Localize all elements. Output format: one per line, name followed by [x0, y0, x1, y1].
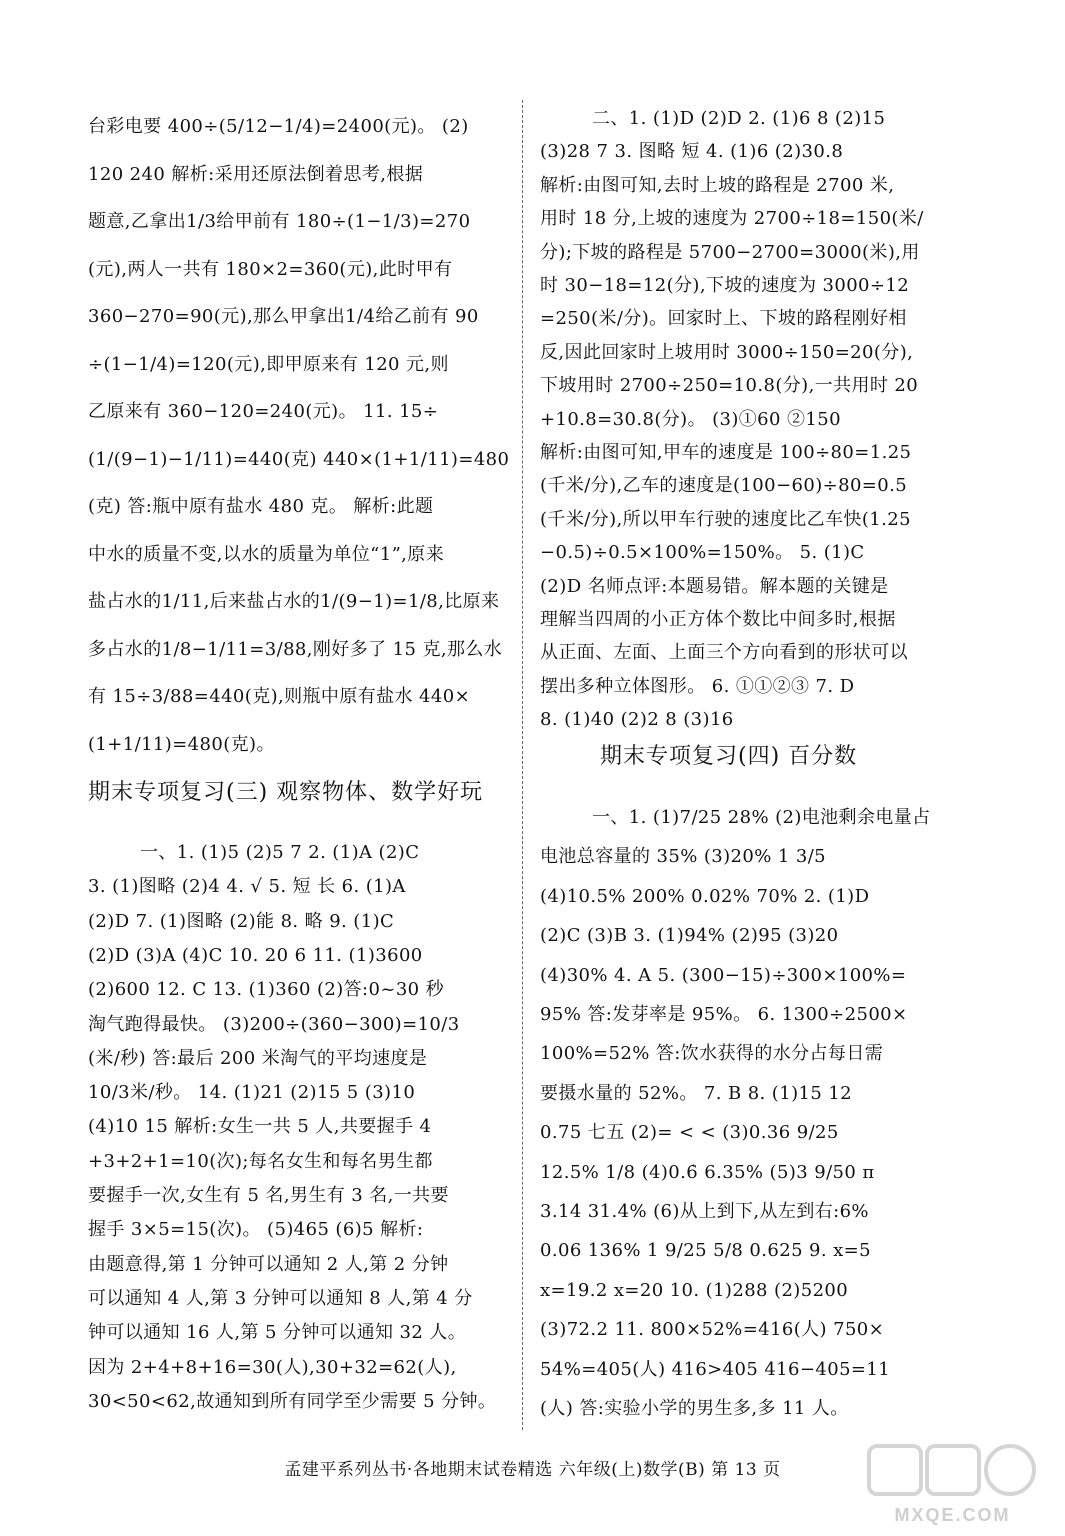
- text-line: (2)C (3)B 3. (1)94% (2)95 (3)20: [540, 925, 839, 947]
- text-line: 100%=52% 答:饮水获得的水分占每日需: [540, 1043, 884, 1065]
- text-line: 解析:由图可知,甲车的速度是 100÷80=1.25: [540, 442, 912, 463]
- text-line: 360−270=90(元),那么甲拿出1/4给乙前有 90: [88, 306, 479, 327]
- text-line: (2)D 7. (1)图略 (2)能 8. 略 9. (1)C: [88, 910, 395, 932]
- text-line: 中水的质量不变,以水的质量为单位“1”,原来: [88, 543, 445, 565]
- text-line: 要握手一次,女生有 5 名,男生有 3 名,一共要: [88, 1185, 449, 1206]
- text-line: 120 240 解析:采用还原法倒着思考,根据: [88, 163, 424, 185]
- text-line: 题意,乙拿出1/3给甲前有 180÷(1−1/3)=270: [88, 211, 471, 232]
- text-line: (元),两人一共有 180×2=360(元),此时甲有: [88, 258, 453, 280]
- section-heading-3: 期末专项复习(三) 观察物体、数学好玩: [88, 780, 484, 805]
- text-line: 要摄水量的 52%。 7. B 8. (1)15 12: [540, 1082, 853, 1104]
- text-line: +10.8=30.8(分)。 (3)①60 ②150: [540, 408, 841, 430]
- text-line: 3.14 31.4% (6)从上到下,从左到右:6%: [540, 1201, 869, 1222]
- text-line: (2)600 12. C 13. (1)360 (2)答:0~30 秒: [88, 979, 445, 1001]
- text-line: (3)72.2 11. 800×52%=416(人) 750×: [540, 1319, 885, 1341]
- text-line: 10/3米/秒。 14. (1)21 (2)15 5 (3)10: [88, 1082, 416, 1104]
- page-footer: 孟建平系列丛书·各地期末试卷精选 六年级(上)数学(B) 第 13 页: [284, 1460, 781, 1480]
- text-line: (千米/分),所以甲车行驶的速度比乙车快(1.25: [540, 508, 911, 530]
- text-line: (人) 答:实验小学的男生多,多 11 人。: [540, 1398, 849, 1419]
- text-line: 可以通知 4 人,第 3 分钟可以通知 8 人,第 4 分: [88, 1287, 473, 1309]
- text-line: (4)10 15 解析:女生一共 5 人,共要握手 4: [88, 1116, 432, 1138]
- text-line: 12.5% 1/8 (4)0.6̇ 6.35% (5)3 9/50 π: [540, 1161, 875, 1183]
- text-line: 盐占水的1/11,后来盐占水的1/(9−1)=1/8,比原来: [88, 591, 500, 612]
- text-line: 淘气跑得最快。 (3)200÷(360−300)=10/3: [88, 1013, 460, 1035]
- text-line: (2)D (3)A (4)C 10. 20 6 11. (1)3600: [88, 944, 423, 966]
- text-line: 0.75 七五 (2)= < < (3)0.36 9/25: [540, 1122, 839, 1144]
- text-line: (米/秒) 答:最后 200 米淘气的平均速度是: [88, 1047, 428, 1069]
- text-line: 电池总容量的 35% (3)20% 1 3/5: [540, 846, 827, 868]
- text-line: 3. (1)图略 (2)4 4. √ 5. 短 长 6. (1)A: [88, 876, 406, 898]
- text-line: 54%=405(人) 416>405 416−405=11: [540, 1358, 891, 1380]
- text-line: (3)28 7 3. 图略 短 4. (1)6 (2)30.8: [540, 141, 844, 163]
- text-line: (1+1/11)=480(克)。: [88, 733, 275, 755]
- text-line: 理解当四周的小正方体个数比中间多时,根据: [540, 609, 896, 630]
- text-line: 一、1. (1)5 (2)5 7 2. (1)A (2)C: [140, 842, 420, 863]
- text-line: 0.06 136% 1 9/25 5/8 0.625 9. x=5: [540, 1240, 872, 1262]
- watermark-text: MXQE.COM: [894, 1505, 1011, 1525]
- text-line: 时 30−18=12(分),下坡的速度为 3000÷12: [540, 275, 910, 296]
- text-line: (4)30% 4. A 5. (300−15)÷300×100%=: [540, 964, 907, 986]
- column-divider: [522, 100, 523, 1430]
- text-line: 95% 答:发芽率是 95%。 6. 1300÷2500×: [540, 1004, 908, 1025]
- text-line: 钟可以通知 16 人,第 5 分钟可以通知 32 人。: [88, 1322, 467, 1344]
- text-line: 下坡用时 2700÷250=10.8(分),一共用时 20: [540, 375, 919, 397]
- text-line: 乙原来有 360−120=240(元)。 11. 15÷: [88, 401, 439, 422]
- text-line: 因为 2+4+8+16=30(人),30+32=62(人),: [88, 1356, 457, 1378]
- text-line: ÷(1−1/4)=120(元),即甲原来有 120 元,则: [88, 353, 449, 375]
- text-line: 摆出多种立体图形。 6. ①①②③ 7. D: [540, 675, 855, 697]
- text-line: 反,因此回家时上坡用时 3000÷150=20(分),: [540, 341, 914, 363]
- text-line: 30<50<62,故通知到所有同学至少需要 5 分钟。: [88, 1390, 497, 1412]
- text-line: (4)10.5% 200% 0.02% 70% 2. (1)D: [540, 885, 870, 907]
- text-line: 8. (1)40 (2)2 8 (3)16: [540, 709, 734, 731]
- watermark-logo: [865, 1440, 1040, 1526]
- text-line: (2)D 名师点评:本题易错。解本题的关键是: [540, 575, 889, 597]
- text-line: −0.5)÷0.5×100%=150%。 5. (1)C: [540, 542, 865, 564]
- text-line: 二、1. (1)D (2)D 2. (1)6 8 (2)15: [592, 108, 886, 129]
- text-line: 从正面、左面、上面三个方向看到的形状可以: [540, 642, 908, 664]
- text-line: 握手 3×5=15(次)。 (5)465 (6)5 解析:: [88, 1219, 424, 1241]
- text-line: 解析:由图可知,去时上坡的路程是 2700 米,: [540, 174, 895, 196]
- text-line: (千米/分),乙车的速度是(100−60)÷80=0.5: [540, 475, 908, 497]
- text-line: +3+2+1=10(次);每名女生和每名男生都: [88, 1150, 433, 1172]
- text-line: =250(米/分)。回家时上、下坡的路程刚好相: [540, 308, 907, 330]
- text-line: 用时 18 分,上坡的速度为 2700÷18=150(米/: [540, 208, 924, 230]
- text-line: (1/(9−1)−1/11)=440(克) 440×(1+1/11)=480: [88, 448, 510, 470]
- text-line: 由题意得,第 1 分钟可以通知 2 人,第 2 分钟: [88, 1253, 449, 1275]
- text-line: 有 15÷3/88=440(克),则瓶中原有盐水 440×: [88, 686, 471, 707]
- text-line: 分);下坡的路程是 5700−2700=3000(米),用: [540, 241, 920, 263]
- section-heading-4: 期末专项复习(四) 百分数: [600, 744, 858, 769]
- text-line: 一、1. (1)7/25 28% (2)电池剩余电量占: [592, 807, 931, 828]
- text-line: (克) 答:瓶中原有盐水 480 克。 解析:此题: [88, 496, 434, 517]
- text-line: 多占水的1/8−1/11=3/88,刚好多了 15 克,那么水: [88, 638, 503, 660]
- text-line: 台彩电要 400÷(5/12−1/4)=2400(元)。 (2): [88, 116, 469, 137]
- text-line: x=19.2 x=20 10. (1)288 (2)5200: [540, 1279, 849, 1301]
